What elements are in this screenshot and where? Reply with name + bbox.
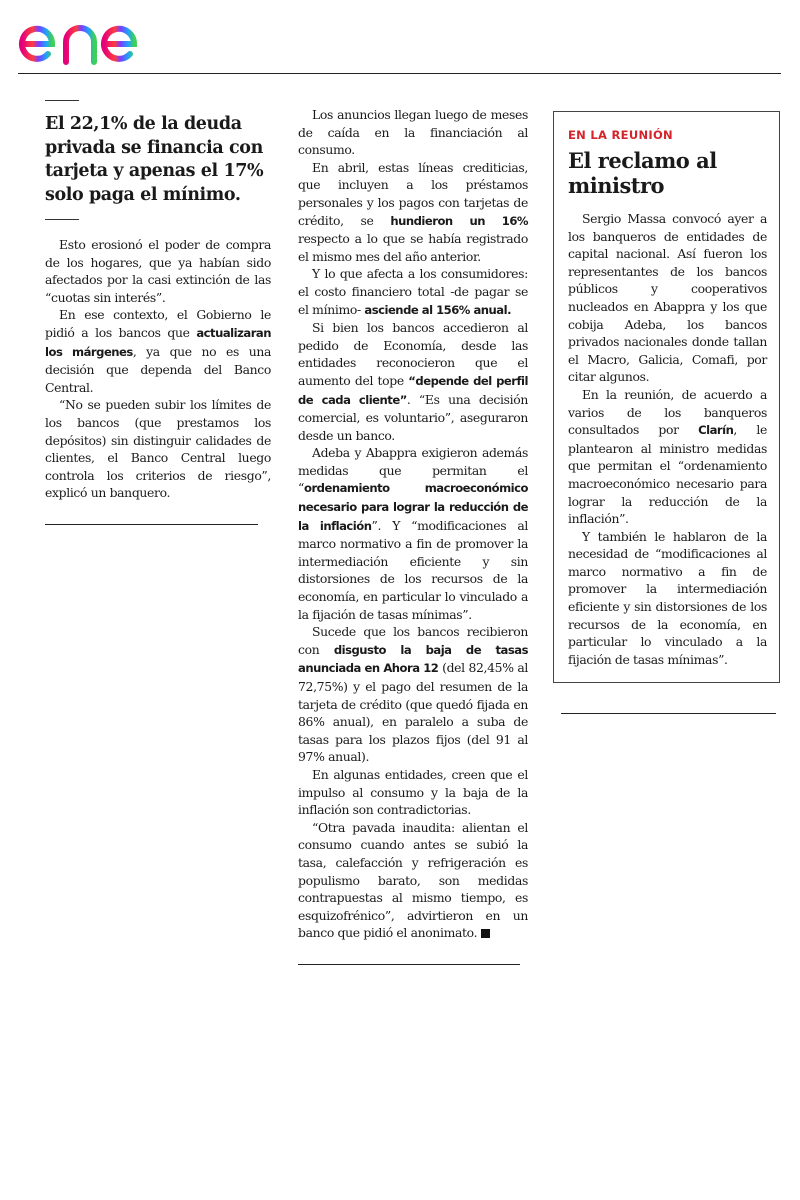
pull-quote-bottom-rule xyxy=(45,219,79,220)
column-left xyxy=(45,100,271,525)
sidebar-kicker: EN LA REUNIÓN xyxy=(568,128,673,142)
paragraph: Y también le hablaron de la necesidad de “modificaciones al marco normativo a fin de promover la intermediación eficiente y sin distorsiones de los recursos de la economía, en particular lo vinculado a la fijación de tasas mínimas”. xyxy=(568,528,767,667)
sidebar-title: El reclamo al ministro xyxy=(568,148,717,198)
emphasis: hundieron un 16% xyxy=(390,213,529,228)
end-of-article-mark xyxy=(481,929,490,938)
enel-logo xyxy=(18,6,180,66)
pull-quote: El 22,1% de la deuda privada se financia con tarjeta y apenas el 17% solo paga el mínimo. xyxy=(45,114,264,205)
column-middle xyxy=(298,106,528,965)
article-body-col2 xyxy=(298,106,528,942)
paragraph: En ese contexto, el Gobierno le pidió a los bancos que actualizaran los márgenes, ya que no es una decisión que dependa del Banco Central. xyxy=(45,307,271,395)
article-body-col1 xyxy=(45,236,271,502)
emphasis: actualizaran los márgenes xyxy=(45,325,271,359)
paragraph: Y lo que afecta a los consumidores: el costo financiero total -de pagar se el mínimo- asciende al 156% anual. xyxy=(298,266,528,317)
sidebar-body xyxy=(568,210,767,668)
paragraph: Sucede que los bancos recibieron con disgusto la baja de tasas anunciada en Ahora 12 (del 82,45% al 72,75%) y el pago del resumen de la tarjeta de crédito (que quedó fijada en 86% anual), en paralelo a suba de tasas para los plazos fijos (del 91 al 97% anual). xyxy=(298,624,529,765)
sidebar-end-rule xyxy=(561,713,776,714)
paragraph: Adeba y Abappra exigieron además medidas que permitan el “ordenamiento macroeconómico necesario para lograr la reducción de la inflación”. Y “modificaciones al marco normativo a fin de promover la intermediación eficiente y sin distorsiones de los recursos de la economía, en particular lo vinculado a la fijación de tasas mínimas”. xyxy=(298,445,528,622)
paragraph: En abril, estas líneas crediticias, que incluyen a los préstamos personales y los pagos con tarjetas de crédito, se hundieron un 16% respecto a lo que se había registrado el mismo mes del año anterior. xyxy=(298,159,529,264)
emphasis: asciende al 156% anual. xyxy=(364,302,511,317)
emphasis: Clarín xyxy=(698,423,734,438)
paragraph: Esto erosionó el poder de compra de los hogares, que ya habían sido afectados por la casi extinción de las “cuotas sin interés”. xyxy=(45,237,271,305)
paragraph: Sergio Massa convocó ayer a los banqueros de entidades de capital nacional. Así fueron los representantes de los bancos públicos y cooperativos nucleados en Abappra y los que cobija Adeba, los bancos privados nacionales donde tallan el Macro, Galicia, Comafi, por citar algunos. xyxy=(568,211,767,385)
emphasis: ordenamiento macroeconómico necesario para lograr la reducción de la inflación xyxy=(298,481,528,533)
paragraph: En la reunión, de acuerdo a varios de los banqueros consultados por Clarín, le plantearon al ministro medidas que permitan el “ordenamiento macroeconómico necesario para lograr la reducción de la inflación”. xyxy=(568,386,768,527)
paragraph: “No se pueden subir los límites de los bancos (que prestamos los depósitos) sin distinguir calidades de clientes, el Banco Central luego controla los criterios de riesgo”, explicó un banquero. xyxy=(45,397,271,501)
column-end-rule xyxy=(298,964,520,965)
emphasis: “depende del perfil de cada cliente” xyxy=(298,373,528,407)
column-end-rule xyxy=(45,524,258,525)
emphasis: disgusto la baja de tasas anunciada en Ahora 12 xyxy=(298,642,529,676)
column-right xyxy=(553,111,780,714)
sidebar-box xyxy=(553,111,780,683)
header-rule xyxy=(18,73,781,74)
paragraph: En algunas entidades, creen que el impulso al consumo y la baja de la inflación son contradictorias. xyxy=(298,766,528,818)
paragraph: Los anuncios llegan luego de meses de caída en la financiación al consumo. xyxy=(298,107,528,158)
paragraph: Si bien los bancos accedieron al pedido de Economía, desde las entidades reconocieron que el aumento del tope “depende del perfil de cada cliente”. “Es una decisión comercial, es voluntario”, aseguraron desde un banco. xyxy=(298,320,528,443)
paragraph: “Otra pavada inaudita: alientan el consumo cuando antes se subió la tasa, calefacción y refrigeración es populismo barato, son medidas contrapuestas al mismo tiempo, es esquizofrénico”, advirtieron en un banco que pidió el anonimato. xyxy=(298,819,528,941)
pull-quote-top-rule xyxy=(45,100,79,101)
